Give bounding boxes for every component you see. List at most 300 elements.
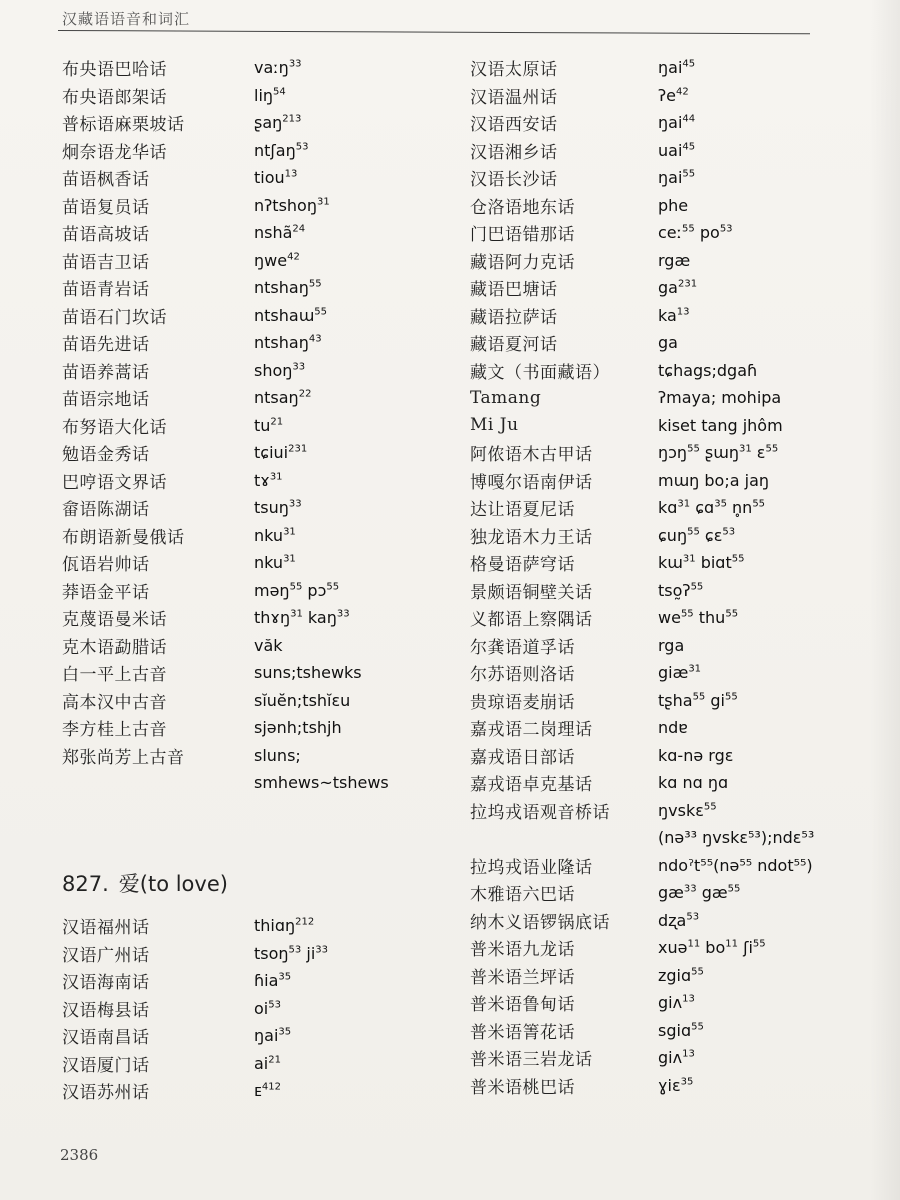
form-segment: ɕɛ — [704, 525, 723, 545]
entry-row — [470, 329, 814, 357]
form-segment: văk — [254, 635, 283, 655]
form-segment: ŋai — [658, 113, 683, 133]
form-segment: ŋai — [658, 168, 683, 188]
phonetic-form — [254, 168, 297, 187]
entry-row — [62, 632, 389, 660]
dialect-name: 高本汉中古音 — [62, 692, 167, 713]
tone-superscript: 42 — [287, 251, 300, 263]
form-segment: ntshaɯ — [254, 305, 315, 325]
dialect-name: 贵琼语麦崩话 — [470, 692, 575, 713]
phonetic-form — [254, 773, 389, 792]
tone-superscript: 53 — [722, 526, 736, 538]
tone-superscript: 231 — [288, 443, 308, 455]
form-segment: we — [658, 608, 681, 628]
phonetic-form — [658, 333, 678, 352]
form-segment: ŋai — [658, 58, 683, 78]
form-segment: tsuŋ — [254, 498, 289, 518]
form-segment: sjənh;tshjh — [254, 718, 342, 738]
tone-superscript: 43 — [308, 333, 322, 345]
tone-superscript: 21 — [268, 1054, 281, 1066]
entry-row — [470, 384, 814, 412]
phonetic-form — [658, 1021, 704, 1040]
running-header: 汉藏语语音和词汇 — [62, 10, 191, 28]
tone-superscript: 53 — [288, 944, 302, 956]
dialect-name: 嘉戎语日部话 — [470, 747, 575, 768]
phonetic-form — [254, 746, 301, 765]
tone-superscript: 33 — [683, 883, 697, 895]
entry-row — [62, 54, 389, 82]
dialect-name: 苗语石门坎话 — [62, 307, 167, 328]
tone-superscript: 35 — [714, 498, 727, 510]
dialect-name: 汉语长沙话 — [470, 170, 558, 191]
tone-superscript: 412 — [261, 1081, 281, 1093]
tone-superscript: 55 — [690, 581, 704, 593]
dialect-name: 汉语福州话 — [62, 918, 150, 939]
entry-row — [470, 632, 814, 660]
tone-superscript: 31 — [688, 663, 702, 675]
tone-superscript: 213 — [282, 113, 302, 125]
dialect-name: 白一平上古音 — [62, 665, 167, 686]
phonetic-form — [658, 636, 684, 655]
phonetic-form — [254, 944, 328, 963]
phonetic-form — [254, 608, 350, 627]
dialect-name: 炯奈语龙华话 — [62, 142, 167, 163]
tone-superscript: 13 — [682, 1048, 695, 1060]
form-segment: ʂaŋ — [254, 113, 283, 133]
dialect-name: 尔苏语则洛话 — [470, 665, 575, 686]
phonetic-form — [254, 581, 339, 600]
dialect-name: 独龙语木力王话 — [470, 527, 593, 548]
tone-superscript: 55 — [682, 223, 695, 235]
tone-superscript: 55 — [752, 498, 766, 510]
tone-superscript: 31 — [283, 553, 296, 565]
dialect-name: 苗语先进话 — [62, 335, 150, 356]
tone-superscript: 55 — [308, 278, 322, 290]
phonetic-form — [658, 251, 690, 270]
tone-superscript: 11 — [687, 938, 701, 950]
form-segment: ntsaŋ — [254, 388, 299, 408]
dialect-name: 普米语兰坪话 — [470, 967, 575, 988]
dialect-name: 义都语上察隅话 — [470, 610, 593, 631]
form-segment: giæ — [658, 663, 689, 683]
tone-superscript: 55 — [680, 608, 694, 620]
form-segment: tso̰ʔ — [658, 580, 691, 600]
tone-superscript: 35 — [278, 971, 292, 983]
form-segment: rga — [658, 635, 685, 655]
phonetic-form — [658, 278, 697, 297]
form-segment: ceː — [658, 223, 683, 243]
dialect-name: 李方桂上古音 — [62, 720, 167, 741]
dialect-name: 藏语巴塘话 — [470, 280, 558, 301]
dialect-name: 苗语高坡话 — [62, 225, 150, 246]
entry-row — [62, 274, 389, 302]
form-segment: ɕuŋ — [658, 525, 688, 545]
entry-row — [470, 1017, 814, 1045]
form-segment: bo — [705, 938, 726, 958]
phonetic-form — [254, 251, 300, 270]
phonetic-form — [254, 636, 283, 655]
tone-superscript: 35 — [278, 1026, 292, 1038]
tone-superscript: 55 — [752, 938, 766, 950]
form-segment: ndɐ — [658, 718, 688, 738]
dialect-name: 尔龚语道孚话 — [470, 637, 575, 658]
header-rule — [58, 30, 810, 34]
phonetic-form — [254, 691, 350, 710]
dialect-name: 格曼语萨穹话 — [470, 555, 575, 576]
form-segment: ɕɑ — [695, 498, 715, 518]
dialect-name: 藏语阿力克话 — [470, 252, 575, 273]
entry-row — [62, 659, 389, 687]
entry-row — [470, 82, 814, 110]
entry-row — [470, 1044, 814, 1072]
form-segment: sluns; — [254, 745, 301, 765]
form-segment: ntʃaŋ — [254, 140, 296, 160]
form-segment: ŋvskɛ — [658, 800, 704, 820]
form-segment: zgiɑ — [658, 965, 692, 985]
tone-superscript: 55 — [725, 691, 738, 703]
dialect-name: 汉语南昌话 — [62, 1028, 150, 1049]
entry-row — [62, 714, 389, 742]
form-segment: tʂha — [658, 690, 693, 710]
phonetic-form — [658, 801, 717, 820]
entry-row — [470, 219, 814, 247]
tone-superscript: 13 — [682, 993, 695, 1005]
dialect-name: 汉语湘乡话 — [470, 142, 558, 163]
phonetic-form — [658, 691, 738, 710]
phonetic-form — [254, 113, 301, 132]
dialect-name: 克木语勐腊话 — [62, 637, 167, 658]
entry-row — [470, 659, 814, 687]
entry-row — [62, 687, 389, 715]
dialect-name: 苗语宗地话 — [62, 390, 150, 411]
phonetic-form — [254, 58, 302, 77]
entry-row — [62, 1022, 328, 1050]
form-segment: ʃi — [743, 938, 753, 958]
form-segment: tiou — [254, 168, 285, 188]
form-segment: nshã — [254, 223, 293, 243]
dialect-name: 布央语郎架话 — [62, 87, 167, 108]
form-segment: kɑ-nə rgɛ — [658, 745, 734, 765]
phonetic-form — [254, 471, 283, 490]
dialect-name: 克蔑语曼米话 — [62, 610, 167, 631]
tone-superscript: 53 — [295, 141, 309, 153]
phonetic-form — [658, 553, 744, 572]
dialect-name: 景颇语铜壁关话 — [470, 582, 593, 603]
dialect-name: 布努语大化话 — [62, 417, 167, 438]
phonetic-form — [658, 526, 735, 545]
tone-superscript: 55 — [727, 883, 741, 895]
phonetic-form — [254, 416, 283, 435]
form-segment: kɯ — [658, 553, 683, 573]
tone-superscript: 55 — [765, 443, 779, 455]
phonetic-form — [658, 993, 695, 1012]
entry-row — [62, 769, 389, 797]
form-segment: nku — [254, 525, 284, 545]
form-segment: (nə³³ ŋvskɛ⁵³);ndɛ⁵³ — [658, 828, 815, 848]
form-segment: ɦia — [254, 971, 279, 991]
phonetic-form — [658, 718, 688, 737]
phonetic-form — [658, 306, 690, 325]
tone-superscript: 55 — [691, 966, 704, 978]
entry-row — [62, 1050, 328, 1078]
dialect-name: 郑张尚芳上古音 — [62, 747, 185, 768]
dialect-name: 仓洛语地东话 — [470, 197, 575, 218]
tone-superscript: 13 — [284, 168, 298, 180]
dialect-name: 木雅语六巴话 — [470, 885, 575, 906]
phonetic-form — [658, 58, 695, 77]
tone-superscript: 55 — [687, 443, 700, 455]
dialect-name: 阿侬语木古甲话 — [470, 445, 593, 466]
phonetic-form — [254, 916, 314, 935]
form-segment: kɑ nɑ ŋɑ — [658, 773, 729, 793]
entry-row — [62, 742, 389, 770]
phonetic-form — [254, 333, 322, 352]
tone-superscript: 55 — [691, 1021, 704, 1033]
entry-row — [470, 824, 814, 852]
form-segment: nʔtshoŋ — [254, 195, 317, 215]
tone-superscript: 55 — [314, 306, 328, 318]
entry-row — [470, 109, 814, 137]
entry-row — [62, 995, 328, 1023]
entry-row — [470, 769, 814, 797]
tone-superscript: 21 — [270, 416, 284, 428]
dialect-name: 苗语青岩话 — [62, 280, 150, 301]
form-segment: ntshaŋ — [254, 333, 309, 353]
entry-row — [470, 797, 814, 825]
form-segment: nku — [254, 553, 284, 573]
tone-superscript: 44 — [682, 113, 696, 125]
tone-superscript: 55 — [703, 801, 717, 813]
form-segment: ntshaŋ — [254, 278, 309, 298]
phonetic-form — [254, 1054, 281, 1073]
phonetic-form — [254, 526, 296, 545]
phonetic-form — [658, 581, 703, 600]
dialect-name: 苗语复员话 — [62, 197, 150, 218]
tone-superscript: 55 — [289, 581, 303, 593]
entry-row — [62, 164, 389, 192]
tone-superscript: 33 — [336, 608, 350, 620]
form-segment: n̥n — [732, 498, 753, 518]
tone-superscript: 231 — [677, 278, 698, 290]
entry-row — [470, 907, 814, 935]
form-segment: phe — [658, 195, 689, 215]
dialect-name: 普米语鲁甸话 — [470, 995, 575, 1016]
dialect-name: Tamang — [470, 387, 542, 408]
dialect-name: 纳木义语锣锅底话 — [470, 912, 610, 933]
phonetic-form — [254, 498, 302, 517]
dialect-name: 畲语陈湖话 — [62, 500, 150, 521]
entry-row — [470, 247, 814, 275]
dialect-name: 汉语广州话 — [62, 945, 150, 966]
form-segment: suns;tshewks — [254, 663, 362, 683]
phonetic-form — [658, 498, 765, 517]
entry-row — [470, 714, 814, 742]
dialect-name: 布央语巴哈话 — [62, 60, 167, 81]
phonetic-form — [658, 828, 814, 847]
left-column — [62, 54, 389, 797]
form-segment: shoŋ — [254, 360, 293, 380]
phonetic-form — [254, 86, 286, 105]
form-segment: gæ — [658, 883, 684, 903]
tone-superscript: 31 — [290, 608, 303, 620]
form-segment: thiɑŋ — [254, 916, 296, 936]
form-segment: xuə — [658, 938, 688, 958]
phonetic-form — [658, 663, 701, 682]
dialect-name: 汉语西安话 — [470, 115, 558, 136]
phonetic-form — [658, 141, 695, 160]
entry-row — [62, 412, 389, 440]
form-segment: tɕiui — [254, 443, 289, 463]
dialect-name: 普米语箐花话 — [470, 1022, 575, 1043]
phonetic-form — [658, 443, 778, 462]
right-column — [470, 54, 814, 1099]
entry-row — [470, 989, 814, 1017]
entry-row — [62, 302, 389, 330]
page-edge-shadow — [870, 0, 900, 1200]
phonetic-form — [254, 388, 311, 407]
form-segment: ga — [658, 333, 678, 353]
phonetic-form — [254, 306, 327, 325]
tone-superscript: 31 — [677, 498, 691, 510]
dialect-name: 巴哼语文界话 — [62, 472, 167, 493]
dialect-name: 普米语桃巴话 — [470, 1077, 575, 1098]
form-segment: smhews~tshews — [254, 773, 389, 793]
entry-row — [470, 494, 814, 522]
dialect-name: 苗语吉卫话 — [62, 252, 150, 273]
entry-row — [470, 687, 814, 715]
entry-row — [62, 329, 389, 357]
entry-row — [470, 467, 814, 495]
form-segment: kaŋ — [307, 608, 337, 628]
tone-superscript: 31 — [738, 443, 752, 455]
tone-superscript: 35 — [680, 1076, 694, 1088]
section-column — [62, 912, 328, 1105]
phonetic-form — [658, 856, 813, 875]
phonetic-form — [254, 553, 296, 572]
dialect-name: 普米语三岩龙话 — [470, 1050, 593, 1071]
page-number: 2386 — [60, 1146, 99, 1164]
tone-superscript: 53 — [719, 223, 733, 235]
entry-row — [470, 934, 814, 962]
tone-superscript: 55 — [725, 608, 739, 620]
entry-row — [470, 549, 814, 577]
tone-superscript: 33 — [288, 498, 302, 510]
entry-row — [62, 494, 389, 522]
phonetic-form — [658, 361, 757, 380]
entry-row — [470, 54, 814, 82]
form-segment: ʔe — [658, 85, 677, 105]
entry-row — [62, 219, 389, 247]
form-segment: ŋɔŋ — [658, 443, 688, 463]
phonetic-form — [658, 883, 740, 902]
form-segment: ʔmaya; mohipa — [658, 388, 782, 408]
dialect-name: 汉语梅县话 — [62, 1000, 150, 1021]
entry-row — [62, 357, 389, 385]
entry-row — [470, 962, 814, 990]
entry-row — [62, 192, 389, 220]
phonetic-form — [254, 223, 305, 242]
dialect-name: 藏语夏河话 — [470, 335, 558, 356]
form-segment: ŋwe — [254, 250, 288, 270]
form-segment: ndoˀt⁵⁵(nə⁵⁵ ndot⁵⁵) — [658, 855, 813, 875]
dialect-name: 嘉戎语卓克基话 — [470, 775, 593, 796]
form-segment: ᴇ — [254, 1081, 262, 1101]
entry-row — [470, 357, 814, 385]
phonetic-form — [254, 443, 307, 462]
dialect-name: 博嘎尔语南伊话 — [470, 472, 593, 493]
form-segment: rgæ — [658, 250, 691, 270]
phonetic-form — [658, 86, 689, 105]
form-segment: ka — [658, 305, 677, 325]
entry-row — [62, 137, 389, 165]
dialect-name: 汉语厦门话 — [62, 1055, 150, 1076]
entry-row — [470, 879, 814, 907]
form-segment: thu — [698, 608, 726, 628]
tone-superscript: 53 — [268, 999, 281, 1011]
entry-row — [62, 940, 328, 968]
form-segment: dʐa — [658, 910, 687, 930]
phonetic-form — [254, 999, 281, 1018]
form-segment: kɑ — [658, 498, 678, 518]
form-segment: oi — [254, 998, 269, 1018]
form-segment: ga — [658, 278, 678, 298]
entry-row — [62, 522, 389, 550]
phonetic-form — [658, 773, 728, 792]
tone-superscript: 212 — [295, 916, 315, 928]
phonetic-form — [254, 971, 291, 990]
dialect-name: 汉语温州话 — [470, 87, 558, 108]
form-segment: sgiɑ — [658, 1020, 692, 1040]
tone-superscript: 55 — [692, 691, 706, 703]
entry-row — [470, 274, 814, 302]
form-segment: biɑt — [700, 553, 732, 573]
dialect-name: 佤语岩帅话 — [62, 555, 150, 576]
form-segment: uai — [658, 140, 683, 160]
phonetic-form — [254, 1081, 281, 1100]
dialect-name: 布朗语新曼俄话 — [62, 527, 185, 548]
phonetic-form — [254, 663, 362, 682]
entry-row — [470, 302, 814, 330]
entry-row — [470, 412, 814, 440]
phonetic-form — [658, 608, 738, 627]
tone-superscript: 31 — [682, 553, 696, 565]
phonetic-form — [658, 113, 695, 132]
entry-row — [62, 439, 389, 467]
entry-row — [470, 137, 814, 165]
tone-superscript: 33 — [315, 944, 328, 956]
entry-row — [62, 967, 328, 995]
tone-superscript: 31 — [316, 196, 330, 208]
form-segment: giʌ — [658, 993, 683, 1013]
tone-superscript: 55 — [731, 553, 745, 565]
dialect-name: 苗语养蒿话 — [62, 362, 150, 383]
tone-superscript: 31 — [269, 471, 283, 483]
entry-row — [62, 467, 389, 495]
form-segment: ŋai — [254, 1026, 279, 1046]
entry-row — [470, 192, 814, 220]
form-segment: pɔ — [307, 580, 327, 600]
dialect-name: 汉语海南话 — [62, 973, 150, 994]
entry-row — [470, 604, 814, 632]
form-segment: ji — [306, 943, 316, 963]
form-segment: sĭuĕn;tshĭɛu — [254, 690, 351, 710]
entry-row — [470, 164, 814, 192]
dialect-name: 藏文（书面藏语） — [470, 362, 610, 383]
dialect-name: 门巴语错那话 — [470, 225, 575, 246]
dialect-name: 拉坞戎语业隆话 — [470, 857, 593, 878]
phonetic-form — [658, 1076, 693, 1095]
phonetic-form — [658, 223, 733, 242]
